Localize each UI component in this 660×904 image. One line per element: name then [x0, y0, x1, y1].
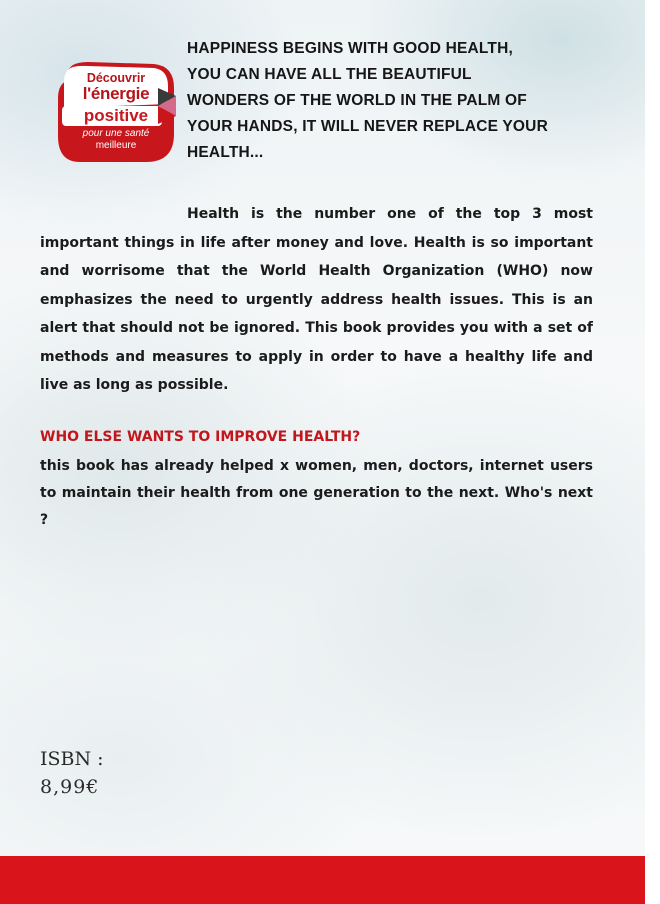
badge-line-3: positive	[83, 106, 149, 125]
headline	[187, 36, 607, 166]
price: 8,99€	[40, 776, 100, 798]
badge-line-5: meilleure	[95, 140, 137, 151]
isbn-label: ISBN :	[40, 748, 104, 770]
section-paragraph: this book has already helped x women, men, doctors, internet users to maintain their health from one generation to the next. Who's next ?	[40, 458, 593, 528]
badge-line-1: Découvrir	[86, 71, 146, 85]
body-paragraph: Health is the number one of the top 3 most important things in life after money and love. Health is so important and worrisome that the World Health Organization (WHO) now emphasizes the need to urgently address health issues. This is an alert that should not be ignored. This book provides you with a set of methods and measures to apply in order to have a healthy life and live as long as possible.	[40, 206, 593, 393]
headline-line: YOUR HANDS, IT WILL NEVER REPLACE YOUR	[187, 118, 548, 135]
page-edge	[645, 0, 660, 904]
headline-line: HAPPINESS BEGINS WITH GOOD HEALTH,	[187, 40, 514, 57]
bottom-red-band	[0, 856, 645, 904]
headline-line: HEALTH...	[187, 144, 264, 161]
headline-line: YOU CAN HAVE ALL THE BEAUTIFUL	[187, 66, 472, 83]
energie-positive-badge	[54, 58, 178, 168]
badge-line-2: l'énergie	[82, 84, 150, 103]
section-heading: WHO ELSE WANTS TO IMPROVE HEALTH?	[40, 429, 361, 445]
badge-line-4: pour une santé	[82, 128, 150, 139]
headline-line: WONDERS OF THE WORLD IN THE PALM OF	[187, 92, 527, 109]
